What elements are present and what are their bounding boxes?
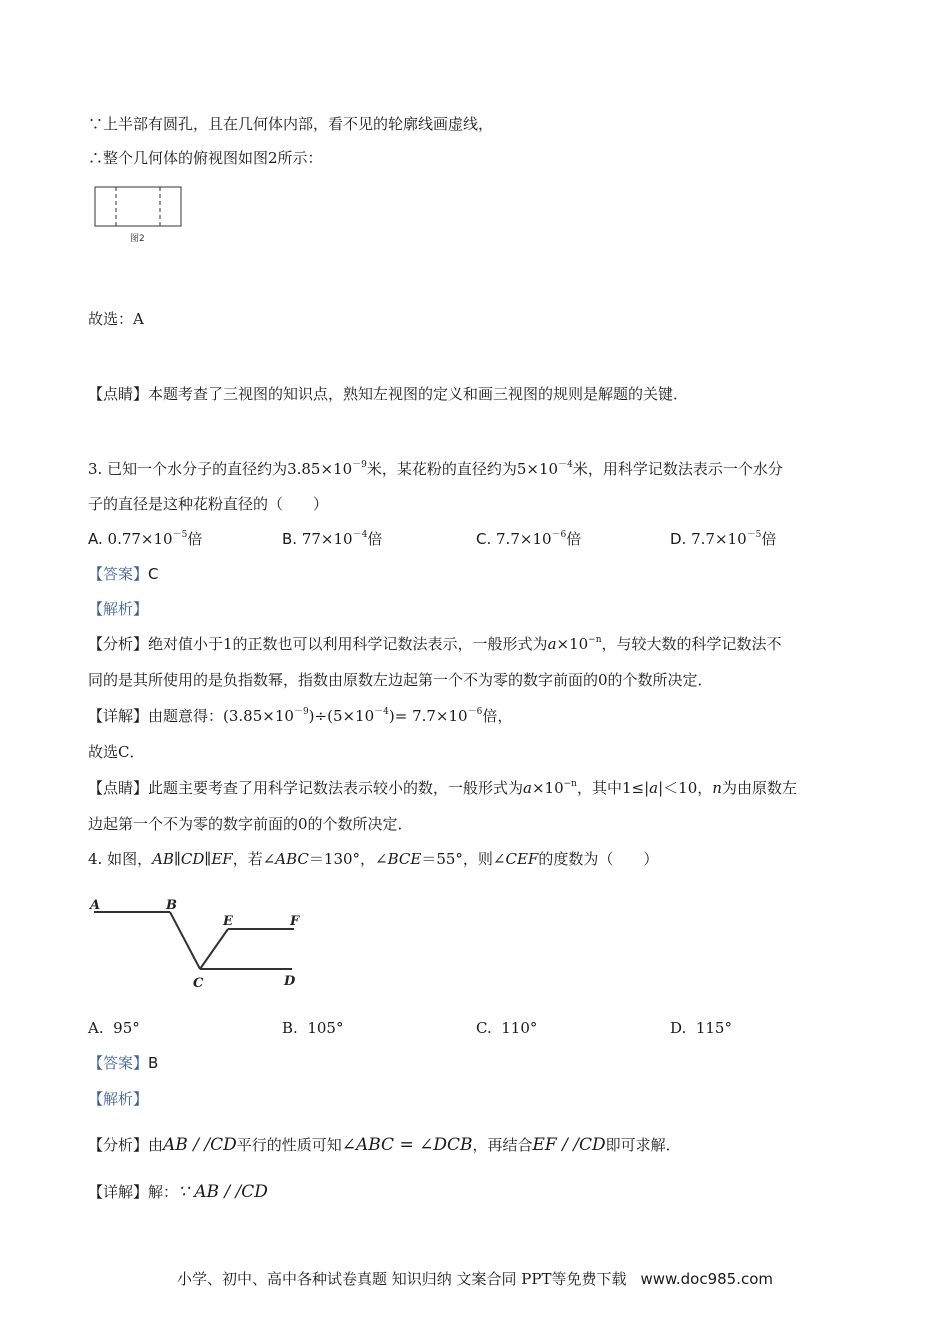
q4-solution: 【详解】解：∵ AB / /CD <box>88 1182 268 1202</box>
q4-option-a: A. 95° <box>88 1019 140 1037</box>
label-d: D <box>284 974 296 989</box>
question-3-stem: 子的直径是这种花粉直径的（ ） <box>88 495 329 513</box>
figure-caption: 图2 <box>130 234 145 244</box>
q3-analysis-tag: 【解析】 <box>88 600 149 618</box>
text-line: ∴整个几何体的俯视图如图2所示： <box>88 149 323 167</box>
section-tag: 【点睛】 <box>88 385 149 403</box>
top-view-outline <box>95 187 181 226</box>
question-4-stem: 4. 如图，AB∥CD∥EF，若∠ABC＝130°，∠BCE＝55°，则∠CEF的度数为（ ） <box>88 850 659 868</box>
label-e: E <box>223 914 233 929</box>
text-line: 【点睛】本题考查了三视图的知识点，熟知左视图的定义和画三视图的规则是解题的关键． <box>88 385 689 403</box>
label-b: B <box>166 898 177 913</box>
q3-option-a: A. $0.77\times 10^{-5}$倍 <box>88 530 203 548</box>
q3-analysis: 【分析】绝对值小于1的正数也可以利用科学记数法表示，一般形式为$a\times 10^{-n}$，与较大数的科学记数法不 <box>88 635 782 653</box>
footer-url[interactable]: www.doc985.com <box>640 1270 774 1288</box>
label-a: A <box>90 898 101 913</box>
q3-option-b: B. $77\times 10^{-4}$倍 <box>282 530 383 548</box>
q4-analysis-tag: 【解析】 <box>88 1090 149 1108</box>
figure-2-top-view <box>90 184 190 246</box>
text-line: ∵上半部有圆孔，且在几何体内部，看不见的轮廓线画虚线， <box>88 115 494 133</box>
q3-solution: 【详解】由题意得：$(3.85\times 10^{-9})\div(5\times 10^{-4})= 7.7\times 10^{-6}$倍， <box>88 707 513 725</box>
q4-analysis: 【分析】由AB / /CD平行的性质可知∠ABC = ∠DCB，再结合EF / /CD即可求解． <box>88 1135 681 1155</box>
segment-bc <box>170 912 200 969</box>
label-c: C <box>193 976 204 991</box>
q4-option-c: C. 110° <box>476 1019 538 1037</box>
q4-option-b: B. 105° <box>282 1019 344 1037</box>
label-f: F <box>290 914 300 929</box>
q4-option-d: D. 115° <box>670 1019 732 1037</box>
question-3-stem: 3. 已知一个水分子的直径约为$3.85\times 10^{-9}$米，某花粉的直径约为$5\times 10^{-4}$米，用科学记数法表示一个水分 <box>88 460 783 478</box>
segment-ce <box>200 929 228 969</box>
figure-q4-parallel-lines <box>86 894 306 998</box>
q3-analysis: 同的是其所使用的是负指数幂，指数由原数左边起第一个不为零的数字前面的0的个数所决定． <box>88 671 713 689</box>
page-footer: 小学、初中、高中各种试卷真题 知识归纳 文案合同 PPT等免费下载 www.doc985.com <box>176 1270 774 1288</box>
q3-comment: 边起第一个不为零的数字前面的0的个数所决定． <box>88 815 413 833</box>
q3-option-c: C. $7.7\times 10^{-6}$倍 <box>476 530 582 548</box>
q3-option-d: D. $7.7\times 10^{-5}$倍 <box>670 530 777 548</box>
q3-comment: 【点睛】此题主要考查了用科学记数法表示较小的数，一般形式为$a\times 10^{-n}$，其中1≤|a|＜10，n为由原数左 <box>88 779 797 797</box>
q3-answer: 【答案】C <box>88 565 159 583</box>
q3-solution: 故选C． <box>88 743 145 761</box>
q4-answer: 【答案】B <box>88 1054 159 1072</box>
text-line: 故选：A <box>88 310 144 328</box>
